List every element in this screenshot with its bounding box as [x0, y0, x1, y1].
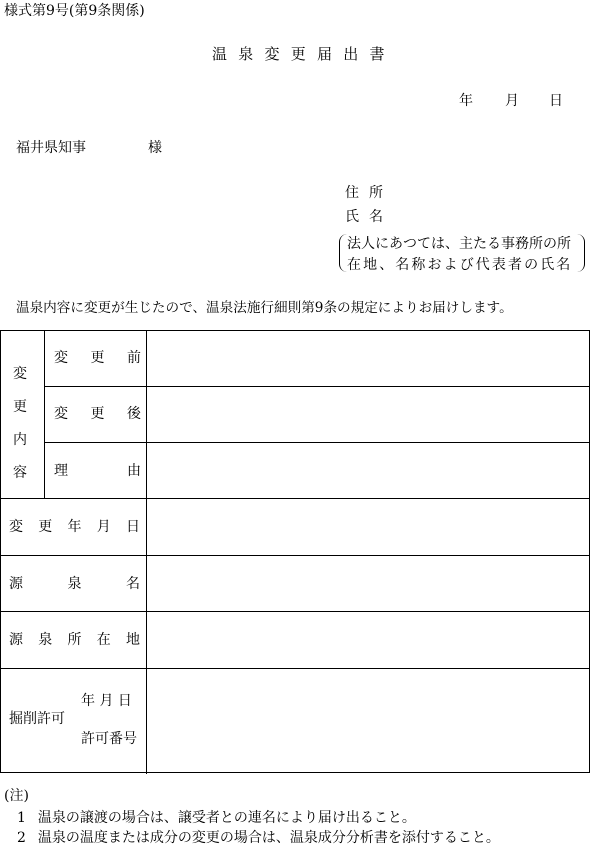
after-change-value[interactable] — [147, 388, 589, 441]
form-number: 様式第9号(第9条関係) — [4, 3, 145, 19]
document-title: 温泉変更届出書 — [212, 45, 396, 63]
label-char: 変 — [54, 406, 68, 422]
label-char: 由 — [127, 463, 141, 479]
label-char: 在 — [96, 632, 111, 648]
reason-value[interactable] — [147, 444, 589, 497]
date-year-label: 年 — [459, 93, 473, 109]
address-label-char: 所 — [369, 185, 383, 201]
label-char: 更 — [90, 350, 105, 366]
source-location-value[interactable] — [147, 613, 589, 667]
source-name-label — [9, 577, 140, 591]
label-char: 日 — [126, 519, 140, 535]
label-char: 変 — [54, 350, 68, 366]
label-char: 泉 — [67, 576, 82, 592]
address-label — [345, 186, 383, 200]
label-char: 泉 — [38, 632, 53, 648]
note-text: 温泉の譲渡の場合は、譲受者との連名により届け出ること。 — [37, 810, 416, 826]
notes-header: (注) — [4, 788, 29, 804]
permit-value[interactable] — [147, 670, 589, 772]
addressee-honorific: 様 — [148, 140, 162, 156]
name-label-char: 名 — [369, 209, 383, 225]
label-char: 更 — [38, 519, 53, 535]
after-change-label — [54, 407, 141, 421]
label-char: 源 — [9, 632, 23, 648]
note-text: 温泉の温度または成分の変更の場合は、温泉成分分析書を添付すること。 — [37, 830, 500, 846]
permit-number-label: 許可番号 — [81, 731, 137, 747]
label-char: 更 — [90, 406, 105, 422]
note-number: 2 — [17, 830, 26, 846]
corporate-note-line1: 法人にあつては、主たる事務所の所 — [347, 236, 571, 252]
note-item — [17, 831, 500, 845]
note-item — [17, 811, 416, 825]
source-location-label — [9, 633, 140, 647]
change-form-table — [0, 330, 590, 773]
reason-label — [54, 464, 141, 478]
group-label-char: 内 — [13, 432, 27, 448]
before-change-value[interactable] — [147, 332, 589, 385]
label-char: 変 — [9, 519, 23, 535]
date-day-label: 日 — [549, 93, 563, 109]
change-date-value[interactable] — [147, 500, 589, 554]
label-char: 前 — [127, 350, 141, 366]
name-label — [345, 210, 383, 224]
permit-date-label: 年 月 日 — [81, 693, 132, 709]
date-month-label: 月 — [505, 93, 519, 109]
label-char: 理 — [54, 463, 68, 479]
label-char: 後 — [127, 406, 141, 422]
corporate-note-line2: 在地、名称および代表者の氏名 — [347, 257, 573, 273]
group-label-char: 変 — [13, 366, 27, 382]
before-change-label — [54, 351, 141, 365]
note-number: 1 — [17, 810, 26, 826]
group-label-char: 容 — [13, 465, 27, 481]
name-label-char: 氏 — [345, 209, 359, 225]
address-label-char: 住 — [345, 185, 359, 201]
change-content-group-label — [11, 363, 29, 482]
label-char: 月 — [96, 519, 111, 535]
change-date-label — [9, 520, 140, 534]
intro-text: 温泉内容に変更が生じたので、温泉法施行細則第9条の規定によりお届けします。 — [16, 300, 513, 316]
label-char: 源 — [9, 576, 23, 592]
group-label-char: 更 — [13, 399, 27, 415]
label-char: 地 — [126, 632, 140, 648]
label-char: 所 — [67, 632, 82, 648]
source-name-value[interactable] — [147, 557, 589, 610]
permit-label: 掘削許可 — [9, 711, 65, 727]
addressee-name: 福井県知事 — [16, 140, 86, 156]
label-char: 年 — [67, 519, 82, 535]
label-char: 名 — [126, 576, 140, 592]
